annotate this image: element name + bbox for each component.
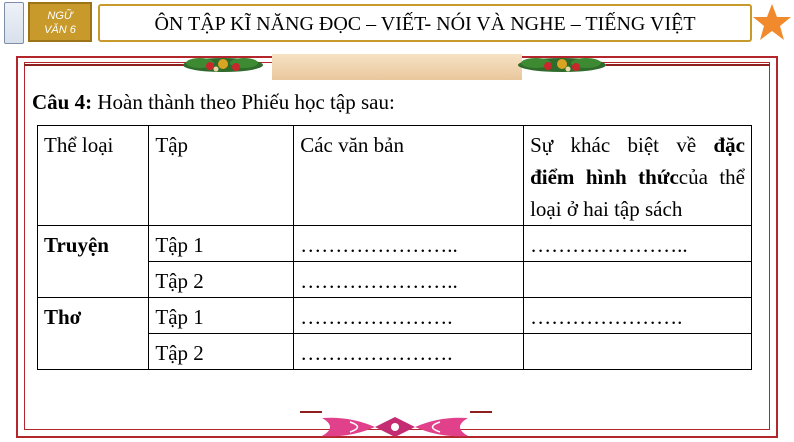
header-bar [0,0,794,46]
star-icon [752,2,792,42]
volume-cell: Tập 2 [149,262,294,298]
question-heading [32,90,395,115]
page-title: ÔN TẬP KĨ NĂNG ĐỌC – VIẾT- NÓI VÀ NGHE – TIẾNG VIỆT [154,13,696,35]
badge-line-1: NGỮ [47,10,73,22]
texts-blank[interactable]: ………………….. [294,226,524,262]
volume-cell: Tập 1 [149,298,294,334]
header-difference [524,126,752,226]
header-difference-suffix: của thể loại ở hai tập sách [530,165,745,221]
texts-blank[interactable]: …………………. [294,334,524,370]
question-label: Câu 4: [32,90,93,114]
table-header-row [38,126,752,226]
header-difference-prefix: Sự khác biệt về [530,133,714,157]
garland-left-icon [180,53,266,77]
bottom-divider-left [300,411,322,413]
difference-blank[interactable]: …………………. [524,298,752,334]
difference-blank[interactable] [524,262,752,298]
texts-blank[interactable]: ………………….. [294,262,524,298]
header-volume: Tập [149,126,294,226]
worksheet-table [37,125,752,370]
difference-blank[interactable]: ………………….. [524,226,752,262]
book-icon [4,2,24,44]
header-genre: Thể loại [38,126,149,226]
title-box [98,4,752,42]
header-texts: Các văn bản [294,126,524,226]
badge-line-2: VĂN 6 [44,24,76,36]
volume-cell: Tập 1 [149,226,294,262]
garland-right-icon [514,53,610,77]
top-divider-right [606,64,770,66]
table-row [38,226,752,262]
subject-badge [28,2,92,42]
decorative-strip [272,54,522,80]
genre-cell: Truyện [38,226,149,298]
difference-blank[interactable] [524,334,752,370]
texts-blank[interactable]: …………………. [294,298,524,334]
bottom-ornament-icon [320,414,470,440]
question-text: Hoàn thành theo Phiếu học tập sau: [92,90,395,114]
volume-cell: Tập 2 [149,334,294,370]
table-row [38,298,752,334]
top-divider-left [24,64,184,66]
header-difference-bold: đặc điểm hình thức [530,133,745,189]
genre-cell: Thơ [38,298,149,370]
bottom-divider-right [470,411,492,413]
